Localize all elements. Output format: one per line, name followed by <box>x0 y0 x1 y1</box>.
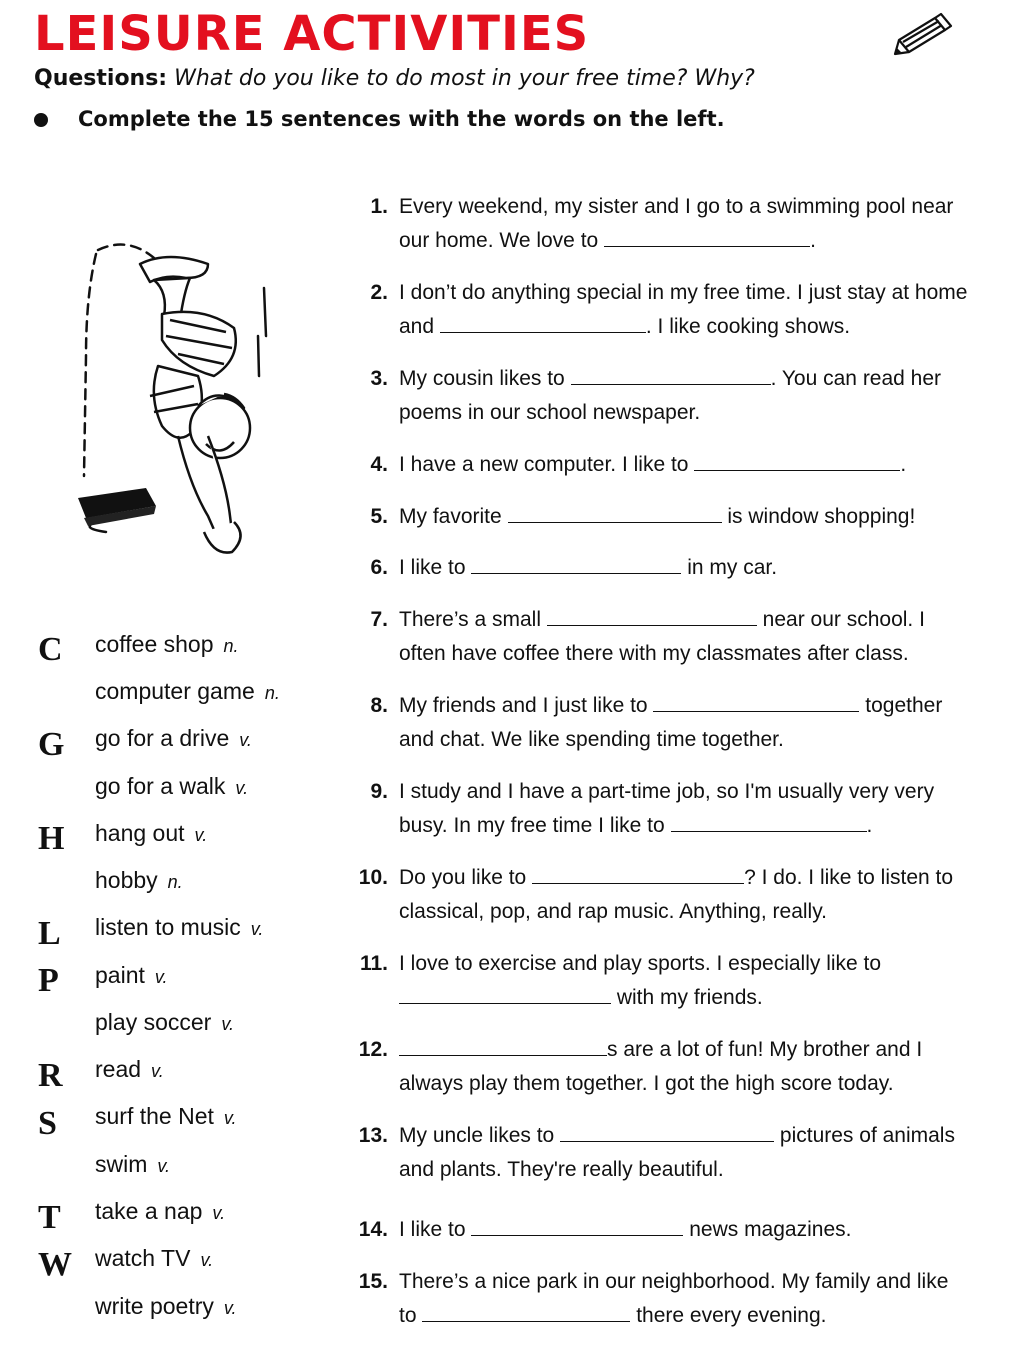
sentence-number: 6. <box>370 556 388 579</box>
sentence-number: 12. <box>358 1038 388 1061</box>
answer-blank[interactable] <box>471 1213 683 1236</box>
answer-blank[interactable] <box>440 310 646 333</box>
sentence-number: 14. <box>358 1218 388 1241</box>
questions-text: What do you like to do most in your free time? Why? <box>174 66 755 91</box>
word-bank-item: watch TV v. <box>95 1245 214 1271</box>
word-bank-item: write poetry v. <box>95 1293 237 1319</box>
answer-blank[interactable] <box>508 500 722 523</box>
pencil-icon <box>893 12 953 56</box>
worksheet-title: LEISURE ACTIVITIES <box>34 6 590 62</box>
bullet-icon <box>34 113 48 127</box>
word-bank-item: surf the Net v. <box>95 1103 237 1129</box>
answer-blank[interactable] <box>422 1299 630 1322</box>
index-letter: G <box>38 726 65 763</box>
questions-label: Questions: <box>34 66 168 91</box>
questions-line <box>34 66 755 91</box>
word-bank-item: listen to music v. <box>95 914 264 940</box>
sentence-number: 2. <box>370 281 388 304</box>
answer-blank[interactable] <box>604 224 810 247</box>
diver-illustration <box>58 236 278 566</box>
answer-blank[interactable] <box>532 861 744 884</box>
sentence-number: 7. <box>370 608 388 631</box>
answer-blank[interactable] <box>653 689 859 712</box>
answer-blank[interactable] <box>471 551 681 574</box>
sentence-number: 4. <box>370 453 388 476</box>
word-bank-item: hobby n. <box>95 867 183 893</box>
sentence-number: 10. <box>358 866 388 889</box>
sentence-number: 9. <box>370 780 388 803</box>
index-letter: P <box>38 962 59 999</box>
word-bank-item: coffee shop n. <box>95 631 239 657</box>
word-bank-item: go for a walk v. <box>95 773 249 799</box>
word-bank-item: read v. <box>95 1056 164 1082</box>
sentence-number: 11. <box>359 952 388 975</box>
answer-blank[interactable] <box>560 1119 774 1142</box>
word-bank-item: hang out v. <box>95 820 208 846</box>
word-bank-item: play soccer v. <box>95 1009 234 1035</box>
answer-blank[interactable] <box>399 981 611 1004</box>
word-bank-item: take a nap v. <box>95 1198 226 1224</box>
sentence-number: 8. <box>370 694 388 717</box>
word-bank-item: go for a drive v. <box>95 725 252 751</box>
answer-blank[interactable] <box>694 448 900 471</box>
index-letter: H <box>38 820 65 857</box>
instruction-text: Complete the 15 sentences with the words on the left. <box>78 107 725 131</box>
word-bank-item: computer game n. <box>95 678 280 704</box>
sentence-number: 15. <box>358 1270 388 1293</box>
instruction-line <box>34 107 725 131</box>
answer-blank[interactable] <box>399 1033 607 1056</box>
index-letter: L <box>38 915 61 952</box>
sentence-number: 13. <box>358 1124 388 1147</box>
answer-blank[interactable] <box>671 809 867 832</box>
index-letter: T <box>38 1199 61 1236</box>
sentence-number: 3. <box>370 367 388 390</box>
index-letter: S <box>38 1105 57 1142</box>
word-bank-item: swim v. <box>95 1151 171 1177</box>
sentence-number: 1. <box>370 195 388 218</box>
index-letter: W <box>38 1246 72 1283</box>
answer-blank[interactable] <box>571 362 771 385</box>
answer-blank[interactable] <box>547 603 757 626</box>
index-letter: R <box>38 1057 63 1094</box>
word-bank-item: paint v. <box>95 962 168 988</box>
index-letter: C <box>38 631 63 668</box>
sentence-number: 5. <box>370 505 388 528</box>
